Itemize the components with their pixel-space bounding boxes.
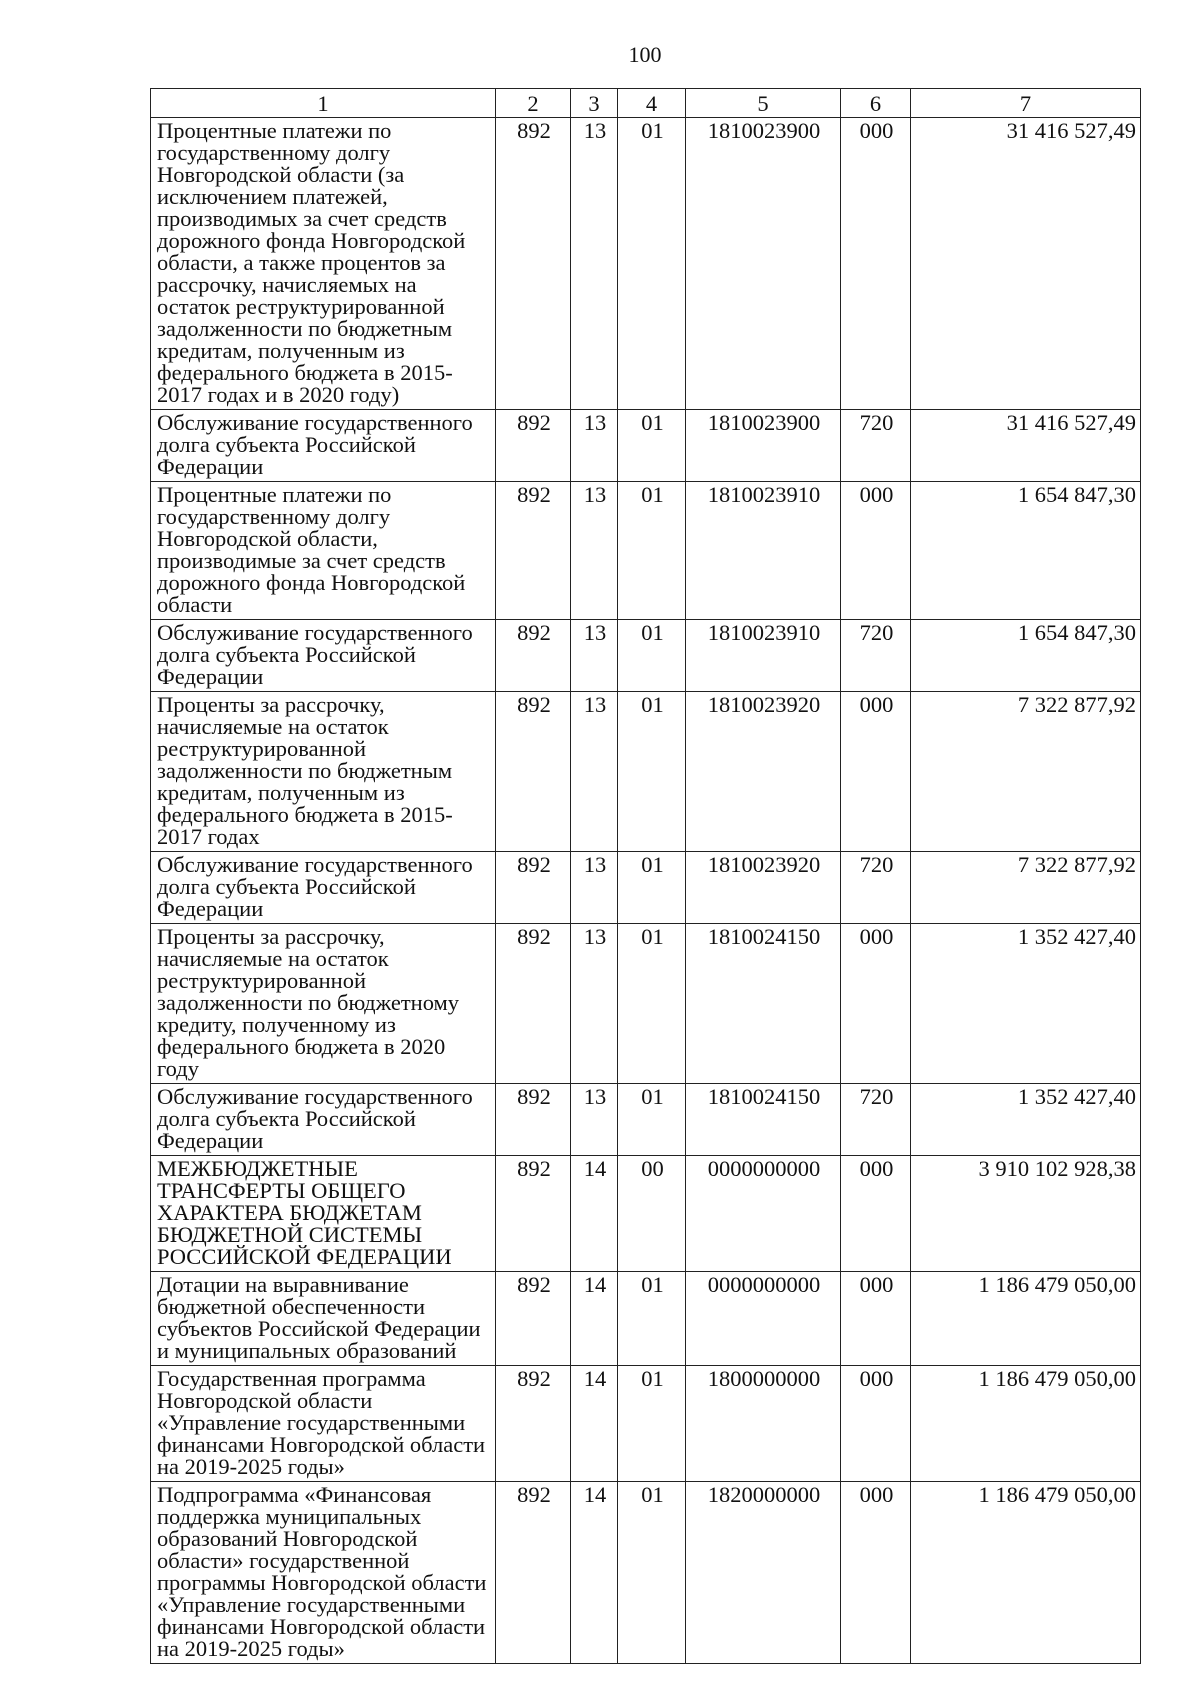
row-description: Процентные платежи по государственному долгу Новгородской области, производимые за счет средств дорожного фонда Новгородской области xyxy=(151,482,496,620)
table-row xyxy=(151,1084,1141,1156)
cell-amount: 31 416 527,49 xyxy=(911,410,1141,482)
row-description: Обслуживание государственного долга субъекта Российской Федерации xyxy=(151,852,496,924)
cell-code-section: 13 xyxy=(571,118,618,410)
cell-code-expense-type: 000 xyxy=(841,924,911,1084)
cell-code-expense-type: 720 xyxy=(841,620,911,692)
header-col-3: 3 xyxy=(571,89,618,118)
cell-code-section: 14 xyxy=(571,1156,618,1272)
page-number: 100 xyxy=(628,42,662,67)
cell-code-target: 1810024150 xyxy=(686,1084,841,1156)
cell-code-ministry: 892 xyxy=(496,1156,571,1272)
cell-code-ministry: 892 xyxy=(496,1272,571,1366)
table-row xyxy=(151,924,1141,1084)
cell-amount: 1 352 427,40 xyxy=(911,924,1141,1084)
cell-code-subsection: 01 xyxy=(618,924,686,1084)
cell-amount: 3 910 102 928,38 xyxy=(911,1156,1141,1272)
header-col-5: 5 xyxy=(686,89,841,118)
cell-code-target: 1810023900 xyxy=(686,410,841,482)
cell-code-expense-type: 000 xyxy=(841,1156,911,1272)
cell-code-subsection: 01 xyxy=(618,1084,686,1156)
cell-code-expense-type: 000 xyxy=(841,1482,911,1664)
cell-code-ministry: 892 xyxy=(496,620,571,692)
cell-code-subsection: 01 xyxy=(618,692,686,852)
row-description: Государственная программа Новгородской области «Управление государственными финансами Новгородской области на 2019-2025 годы» xyxy=(151,1366,496,1482)
row-description: Обслуживание государственного долга субъекта Российской Федерации xyxy=(151,620,496,692)
cell-code-expense-type: 000 xyxy=(841,692,911,852)
header-col-2: 2 xyxy=(496,89,571,118)
cell-amount: 7 322 877,92 xyxy=(911,852,1141,924)
table-row xyxy=(151,620,1141,692)
cell-code-expense-type: 000 xyxy=(841,118,911,410)
cell-code-target: 0000000000 xyxy=(686,1156,841,1272)
cell-amount: 7 322 877,92 xyxy=(911,692,1141,852)
cell-code-section: 14 xyxy=(571,1366,618,1482)
cell-code-target: 1810023910 xyxy=(686,482,841,620)
cell-code-section: 14 xyxy=(571,1482,618,1664)
row-description: Процентные платежи по государственному долгу Новгородской области (за исключением платежей, производимых за счет средств дорожного фонда Новгородской области, а также процентов за рассрочку, начисляемых на остаток реструктурированной задолженности по бюджетным кредитам, полученным из федерального бюджета в 2015-2017 годах и в 2020 году) xyxy=(151,118,496,410)
cell-amount: 1 186 479 050,00 xyxy=(911,1272,1141,1366)
cell-code-subsection: 01 xyxy=(618,1272,686,1366)
cell-code-target: 1810023920 xyxy=(686,852,841,924)
cell-code-subsection: 01 xyxy=(618,852,686,924)
cell-code-subsection: 01 xyxy=(618,1366,686,1482)
cell-code-expense-type: 000 xyxy=(841,1272,911,1366)
cell-code-section: 13 xyxy=(571,852,618,924)
cell-code-section: 13 xyxy=(571,692,618,852)
cell-amount: 1 352 427,40 xyxy=(911,1084,1141,1156)
cell-code-ministry: 892 xyxy=(496,924,571,1084)
cell-code-subsection: 01 xyxy=(618,410,686,482)
table-row xyxy=(151,692,1141,852)
cell-amount: 1 186 479 050,00 xyxy=(911,1482,1141,1664)
cell-code-section: 13 xyxy=(571,924,618,1084)
table-row xyxy=(151,1272,1141,1366)
cell-code-target: 1820000000 xyxy=(686,1482,841,1664)
cell-amount: 1 654 847,30 xyxy=(911,482,1141,620)
cell-code-expense-type: 000 xyxy=(841,1366,911,1482)
cell-code-ministry: 892 xyxy=(496,410,571,482)
cell-code-expense-type: 720 xyxy=(841,410,911,482)
cell-amount: 1 186 479 050,00 xyxy=(911,1366,1141,1482)
header-col-7: 7 xyxy=(911,89,1141,118)
row-description: Обслуживание государственного долга субъекта Российской Федерации xyxy=(151,410,496,482)
cell-code-ministry: 892 xyxy=(496,482,571,620)
cell-code-ministry: 892 xyxy=(496,118,571,410)
cell-code-target: 1810023920 xyxy=(686,692,841,852)
cell-code-target: 1810023910 xyxy=(686,620,841,692)
header-col-6: 6 xyxy=(841,89,911,118)
cell-code-ministry: 892 xyxy=(496,1084,571,1156)
cell-code-section: 14 xyxy=(571,1272,618,1366)
table-row xyxy=(151,118,1141,410)
row-description: Подпрограмма «Финансовая поддержка муниципальных образований Новгородской области» государственной программы Новгородской области «Управление государственными финансами Новгородской области на 2019-2025 годы» xyxy=(151,1482,496,1664)
cell-code-subsection: 01 xyxy=(618,482,686,620)
budget-table xyxy=(150,88,1141,1664)
cell-code-ministry: 892 xyxy=(496,1366,571,1482)
cell-amount: 31 416 527,49 xyxy=(911,118,1141,410)
cell-code-target: 1810023900 xyxy=(686,118,841,410)
cell-amount: 1 654 847,30 xyxy=(911,620,1141,692)
cell-code-section: 13 xyxy=(571,410,618,482)
header-col-4: 4 xyxy=(618,89,686,118)
row-description: Обслуживание государственного долга субъекта Российской Федерации xyxy=(151,1084,496,1156)
cell-code-ministry: 892 xyxy=(496,852,571,924)
row-description: Дотации на выравнивание бюджетной обеспеченности субъектов Российской Федерации и муниципальных образований xyxy=(151,1272,496,1366)
table-row xyxy=(151,1366,1141,1482)
cell-code-ministry: 892 xyxy=(496,1482,571,1664)
header-row xyxy=(151,89,1141,118)
table-row xyxy=(151,852,1141,924)
cell-code-target: 1810024150 xyxy=(686,924,841,1084)
table-row xyxy=(151,482,1141,620)
cell-code-subsection: 01 xyxy=(618,1482,686,1664)
cell-code-expense-type: 000 xyxy=(841,482,911,620)
cell-code-expense-type: 720 xyxy=(841,1084,911,1156)
cell-code-section: 13 xyxy=(571,620,618,692)
cell-code-ministry: 892 xyxy=(496,692,571,852)
table-row xyxy=(151,1156,1141,1272)
cell-code-section: 13 xyxy=(571,482,618,620)
row-description: Проценты за рассрочку, начисляемые на остаток реструктурированной задолженности по бюджетным кредитам, полученным из федерального бюджета в 2015-2017 годах xyxy=(151,692,496,852)
header-col-1: 1 xyxy=(151,89,496,118)
cell-code-subsection: 00 xyxy=(618,1156,686,1272)
cell-code-subsection: 01 xyxy=(618,118,686,410)
row-description: Проценты за рассрочку, начисляемые на остаток реструктурированной задолженности по бюджетному кредиту, полученному из федерального бюджета в 2020 году xyxy=(151,924,496,1084)
cell-code-expense-type: 720 xyxy=(841,852,911,924)
table-row xyxy=(151,1482,1141,1664)
cell-code-section: 13 xyxy=(571,1084,618,1156)
cell-code-target: 0000000000 xyxy=(686,1272,841,1366)
cell-code-subsection: 01 xyxy=(618,620,686,692)
table-row xyxy=(151,410,1141,482)
cell-code-target: 1800000000 xyxy=(686,1366,841,1482)
row-description: МЕЖБЮДЖЕТНЫЕ ТРАНСФЕРТЫ ОБЩЕГО ХАРАКТЕРА БЮДЖЕТАМ БЮДЖЕТНОЙ СИСТЕМЫ РОССИЙСКОЙ ФЕДЕРАЦИИ xyxy=(151,1156,496,1272)
